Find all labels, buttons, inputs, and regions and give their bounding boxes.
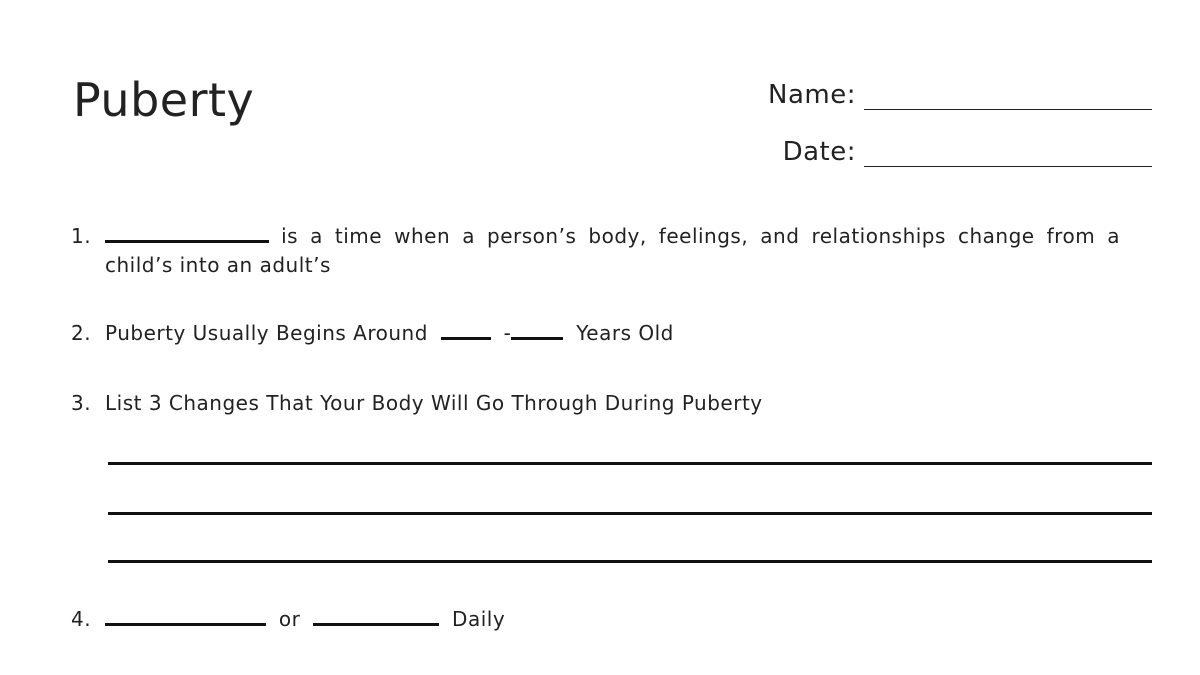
- question-connector: or: [278, 607, 301, 631]
- page-title: Puberty: [73, 73, 255, 127]
- question-text: List 3 Changes That Your Body Will Go Through During Puberty: [105, 391, 763, 415]
- answer-line-2[interactable]: [108, 512, 1152, 515]
- question-body: [105, 389, 763, 418]
- question-1: [71, 222, 1121, 282]
- question-2: [71, 319, 771, 349]
- question-text-suffix: Daily: [452, 607, 506, 631]
- name-field-row: [768, 80, 1152, 110]
- question-number: 3.: [71, 391, 92, 415]
- answer-line-1[interactable]: [108, 462, 1152, 465]
- date-label: Date:: [782, 137, 856, 167]
- name-input-line[interactable]: [864, 109, 1152, 110]
- question-text: is a time when a person’s body, feelings, and relationships change from a child’s into an adult’s: [105, 224, 1120, 277]
- date-field-row: [783, 137, 1152, 167]
- name-label: Name:: [768, 80, 856, 110]
- question-number: 2.: [71, 321, 92, 345]
- answer-blank-end-age[interactable]: [511, 319, 563, 340]
- question-4: [71, 605, 671, 635]
- range-separator: -: [503, 321, 512, 345]
- question-text-suffix: Years Old: [576, 321, 674, 345]
- date-input-line[interactable]: [864, 166, 1152, 167]
- question-body: [105, 605, 505, 634]
- question-number: 4.: [71, 607, 92, 631]
- question-text: Puberty Usually Begins Around: [105, 321, 428, 345]
- question-body: [105, 222, 1120, 280]
- question-body: [105, 319, 674, 348]
- answer-blank-second[interactable]: [313, 605, 439, 626]
- question-3: [71, 389, 871, 419]
- answer-blank-first[interactable]: [105, 605, 266, 626]
- question-number: 1.: [71, 224, 92, 248]
- answer-blank-start-age[interactable]: [441, 319, 491, 340]
- answer-line-3[interactable]: [108, 560, 1152, 563]
- answer-blank[interactable]: [105, 222, 269, 243]
